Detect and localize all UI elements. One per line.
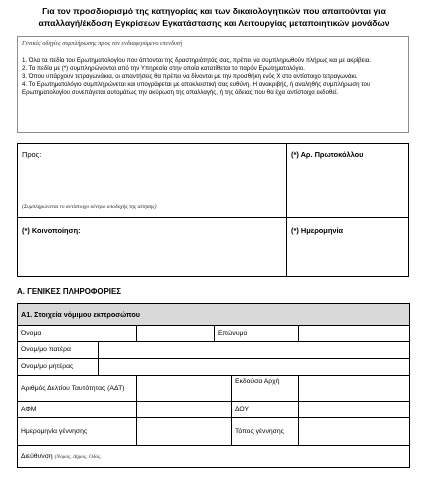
recipient-divider-horizontal	[18, 217, 408, 218]
doy-label: ΔΟΥ	[232, 402, 299, 418]
document-title-line-2: απαλλαγή/έκδοση Εγκρίσεων Εγκατάστασης και Λειτουργίας μεταποιητικών μονάδων	[38, 18, 390, 28]
name-input[interactable]	[137, 326, 215, 342]
mother-name-input[interactable]	[99, 359, 410, 376]
name-row	[18, 326, 410, 342]
subsection-a1-title: Α1. Στοιχεία νόμιμου εκπροσώπου	[18, 304, 410, 326]
document-title	[20, 5, 408, 29]
issuing-authority-input[interactable]	[299, 376, 410, 402]
recipient-divider-vertical	[286, 144, 287, 276]
father-name-label: Ονομ/μο πατέρα	[18, 342, 99, 359]
protocol-number-label: (*) Αρ. Πρωτοκόλλου	[291, 150, 364, 159]
id-number-row	[18, 376, 410, 402]
birth-place-input[interactable]	[299, 418, 410, 446]
address-hint: (Νομός, Δήμος, Οδός,	[54, 453, 102, 460]
instruction-item-4: 4. Το Ερωτηματολόγιο συμπληρώνεται και υπογράφεται με αποκλειστική σας ευθύνη. Η ανακριβής, ή αναληθής συμπλήρωση του Ερωτηματολογίου συνεπάγεται αυτομάτως την ακύρωση της απαλλαγής, ή της άδειας που θα έχει αντίστοιχα εκδοθεί.	[22, 81, 371, 96]
father-name-input[interactable]	[99, 342, 410, 359]
notification-field[interactable]: (*) Κοινοποίηση:	[22, 226, 81, 235]
instruction-item-2: 2. Τα πεδία με (*) συμπληρώνονται από την Υπηρεσία στην οποία κατατίθεται το παρόν Ερωτηματολόγιο.	[22, 65, 305, 72]
afm-label: ΑΦΜ	[18, 402, 137, 418]
afm-input[interactable]	[137, 402, 232, 418]
afm-row	[18, 402, 410, 418]
mother-name-label: Ονομ/μο μητέρας	[18, 359, 99, 376]
birth-date-input[interactable]	[137, 418, 232, 446]
section-a-title: Α. ΓΕΝΙΚΕΣ ΠΛΗΡΟΦΟΡΙΕΣ	[17, 287, 121, 296]
document-title-line-1: Για τον προσδιορισμό της κατηγορίας και των δικαιολογητικών που απαιτούνται για	[42, 6, 386, 16]
address-label: Διεύθυνση	[21, 452, 53, 460]
address-row	[18, 446, 410, 468]
issuing-authority-label: Εκδούσα Αρχή	[232, 376, 299, 402]
id-number-label: Αριθμός Δελτίου Ταυτότητας (ΑΔΤ)	[18, 376, 137, 402]
instructions-heading: Γενικές οδηγίες συμπλήρωσης προς τον ενδιαφερόμενο επενδυτή	[22, 40, 183, 47]
id-number-input[interactable]	[137, 376, 232, 402]
surname-input[interactable]	[299, 326, 410, 342]
date-label: (*) Ημερομηνία	[291, 226, 344, 235]
name-label: Όνομα	[18, 326, 137, 342]
mother-name-row	[18, 359, 410, 376]
subsection-a1-header	[18, 304, 410, 326]
instruction-item-3: 3. Όπου υπάρχουν τετραγωνάκια, οι απαντήσεις θα πρέπει να δίνονται με την προσθήκη ενός Χ στο αντίστοιχο τετραγωνάκι.	[22, 73, 358, 80]
instruction-item-1: 1. Όλα τα πεδία του Ερωτηματολογίου που άπτονται της δραστηριότητάς σας, πρέπει να συμπληρωθούν πλήρως και με ακρίβεια.	[22, 57, 371, 64]
to-field[interactable]: Προς:	[22, 150, 42, 159]
legal-representative-table	[17, 303, 410, 468]
doy-input[interactable]	[299, 402, 410, 418]
birth-row	[18, 418, 410, 446]
recipient-box	[17, 143, 409, 277]
father-name-row	[18, 342, 410, 359]
address-field[interactable]	[18, 446, 410, 468]
surname-label: Επώνυμο	[215, 326, 299, 342]
birth-place-label: Τόπος γέννησης	[232, 418, 299, 446]
to-field-hint: (Συμπληρώνεται το αντίστοιχο κέντρο υποδοχής της αίτησης)	[22, 204, 157, 210]
instructions-box	[17, 36, 409, 133]
birth-date-label: Ημερομηνία γέννησης	[18, 418, 137, 446]
